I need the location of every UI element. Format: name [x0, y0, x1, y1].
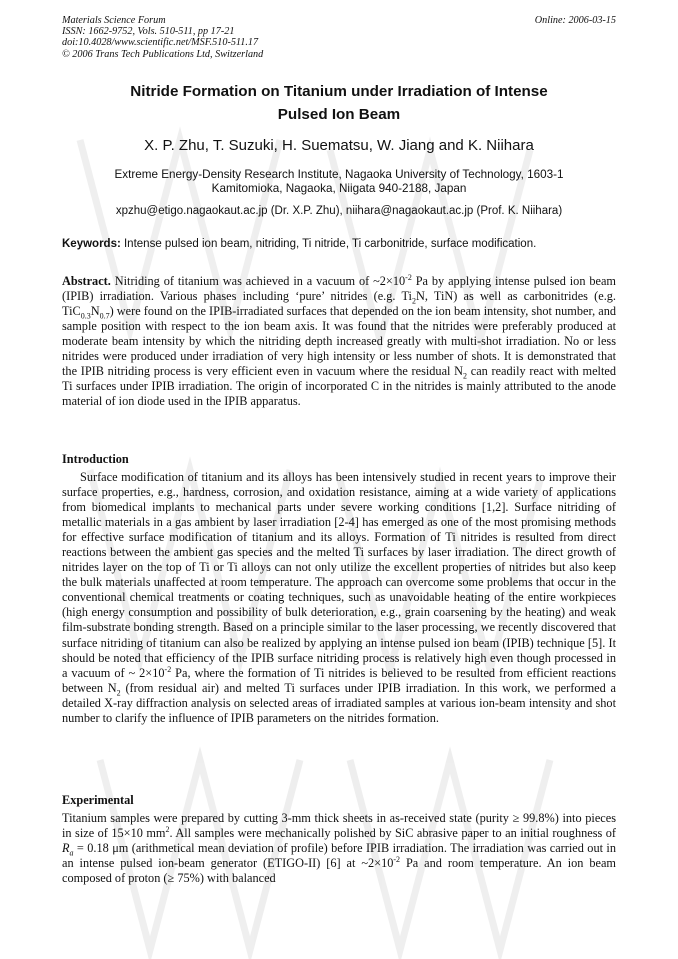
abstract-exponent: -2	[405, 272, 412, 282]
contact-emails: xpzhu@etigo.nagaokaut.ac.jp (Dr. X.P. Zhu), niihara@nagaokaut.ac.jp (Prof. K. Niihara)	[115, 205, 563, 217]
exp-text: Titanium samples were prepared by cutting 3-mm thick sheets in as-received state (purity ≥ 99.8%) into pieces in size of 15×10 mm	[62, 811, 616, 841]
section-heading-introduction: Introduction	[62, 452, 129, 466]
exp-text: = 0.18 μm (arithmetical mean deviation of profile) before IPIB irradiation. The irradiation was carried out in an intense pulsed ion-beam generator (ETIGO-II) [6] at ~2×10	[62, 841, 616, 871]
intro-text: Pa, where the formation of Ti nitrides is believed to be resulted from efficient reactions between N	[62, 665, 616, 695]
exp-exponent: -2	[393, 855, 401, 865]
intro-text: (from residual air) and melted Ti surfaces under IPIB irradiation. In this work, we performed a detailed X-ray diffraction analysis on selected areas of irradiated samples at various ion-beam intensity and shot number to clarify the influence of IPIB parameters on the nitrides formation.	[62, 680, 616, 725]
affiliation-line-1: Extreme Energy-Density Research Institute, Nagaoka University of Technology, 1603-1	[114, 168, 564, 181]
keywords-label: Keywords:	[62, 238, 121, 250]
abstract-text: N, TiN) as well as carbonitrides (e.g. TiC	[62, 289, 616, 319]
abstract-text: ) were found on the IPIB-irradiated surfaces that depended on the ion beam intensity, shot number, and sample position with respect to the ion beam axis. It was found that the nitrides were preferably produced at moderate beam intensity by which the nitriding depth increased greatly with multi-shot irradiation. No or less nitrides were produced under irradiation of very high intensity or less number of shots. It is demonstrated that the IPIB nitriding process is very efficient even in vacuum where the residual N	[62, 304, 616, 379]
author-list: X. P. Zhu, T. Suzuki, H. Suematsu, W. Jiang and K. Niihara	[144, 137, 534, 154]
abstract	[62, 274, 616, 409]
title-line-1: Nitride Formation on Titanium under Irradiation of Intense	[130, 83, 548, 100]
journal-name: Materials Science Forum	[62, 15, 166, 26]
section-heading-experimental: Experimental	[62, 793, 134, 807]
introduction-paragraph	[62, 470, 616, 726]
exp-text: . All samples were mechanically polished by SiC abrasive paper to an initial roughness of	[169, 826, 617, 841]
abstract-text: N	[90, 304, 100, 319]
abstract-text: Pa by applying intense pulsed ion beam (IPIB) irradiation. Various phases including ‘pure’ nitrides (e.g. Ti	[62, 274, 616, 304]
keywords-text: Intense pulsed ion beam, nitriding, Ti nitride, Ti carbonitride, surface modification.	[120, 238, 537, 250]
affiliation-line-2: Kamitomioka, Nagaoka, Niigata 940-2188, Japan	[211, 182, 467, 196]
roughness-symbol: R	[62, 841, 70, 856]
doi-line: doi:10.4028/www.scientific.net/MSF.510-511.17	[62, 37, 259, 49]
exp-text: Pa and room temperature. An ion beam composed of proton (≥ 75%) with balanced	[62, 856, 616, 886]
abstract-label: Abstract.	[62, 274, 111, 288]
keywords	[62, 238, 616, 250]
abstract-text: Nitriding of titanium was achieved in a vacuum of ~2×10	[110, 274, 406, 288]
title-line-2: Pulsed Ion Beam	[277, 106, 401, 123]
paper-title	[62, 80, 616, 126]
abstract-subscript: 0.7	[99, 311, 110, 321]
abstract-text: can readily react with melted Ti surfaces under IPIB irradiation. The origin of incorporated C in the nitrides is mainly attributed to the anode material of ion diode used in the IPIB apparatus.	[62, 364, 616, 409]
abstract-subscript: 2	[463, 371, 468, 381]
roughness-subscript: a	[69, 848, 74, 858]
abstract-subscript: 2	[411, 296, 416, 306]
journal-header	[62, 15, 616, 60]
experimental-paragraph	[62, 811, 616, 886]
copyright-line: © 2006 Trans Tech Publications Ltd, Switzerland	[62, 48, 264, 60]
exp-superscript: 2	[165, 824, 170, 834]
intro-exponent: -2	[164, 664, 172, 674]
abstract-subscript: 0.3	[80, 311, 91, 321]
issn-line: ISSN: 1662-9752, Vols. 510-511, pp 17-21	[62, 26, 235, 38]
affiliation	[62, 168, 616, 197]
intro-subscript: 2	[116, 688, 121, 698]
intro-text: Surface modification of titanium and its alloys has been intensively studied in recent years to improve their surface properties, e.g., hardness, corrosion, and oxidation resistance, aiming at a wide variety of applications from biomedical implants to mechanical parts under severe working conditions [1,2]. Surface nitriding of metallic materials in a gas ambient by laser irradiation [2-4] has emerged as one of the most promising methods for effective surface modification of titanium and its alloys. Formation of Ti nitrides is resulted from direct reactions between the ambient gas species and the melted Ti surfaces by laser irradiation. The direct growth of nitrides layer on the top of Ti or Ti alloys can not only utilize the excellent properties of nitrides but also keep the bulk materials unaffected at room temperature. The approach can overcome some problems that occur in the conventional chemical treatments or coating techniques, such as unavoidable heating of the entire workpieces (high energy consumption and possibility of bulk deterioration, e.g., grain coarsening by the heating) and weak film-substrate bonding strength. Based on a principle similar to the laser processing, we recently discovered that surface nitriding of titanium can also be realized by applying an intense pulsed ion beam (IPIB) technique [5]. It should be noted that efficiency of the IPIB surface nitriding process is relatively high even though processed in a vacuum of ~ 2×10	[62, 470, 616, 680]
online-date: Online: 2006-03-15	[534, 15, 616, 26]
